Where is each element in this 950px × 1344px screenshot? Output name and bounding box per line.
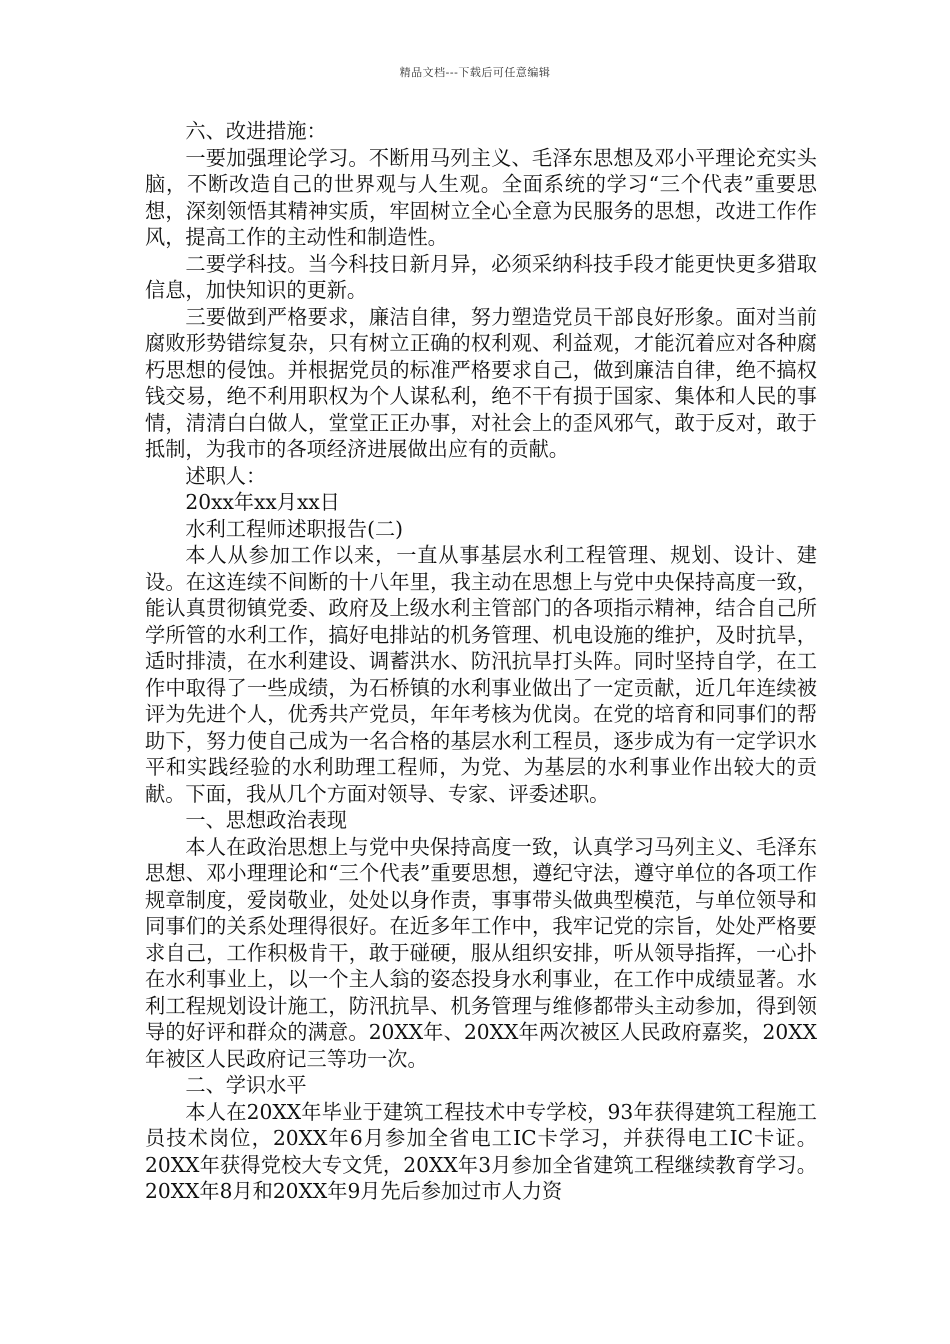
heading-improvement-measures: 六、改进措施： (185, 119, 327, 143)
paragraph-political-performance: 本人在政治思想上与党中央保持高度一致，认真学习马列主义、毛泽东思想、邓小理理论和“三个代表”重要思想，遵纪守法，遵守单位的各项工作规章制度，爱岗敬业，处处以身作责，事事带头做典型模范，与单位领导和同事们的关系处理得很好。在近多年工作中，我牢记党的宗旨，处处严格要求自己，工作积极肯干，敢于碰硬，服从组织安排，听从领导指挥，一心扑在水利事业上，以一个主人翁的姿态投身水利事业，在工作中成绩显著。水利工程规划设计施工，防汛抗旱、机务管理与维修都带头主动参加，得到领导的好评和群众的满意。20XX年、20XX年两次被区人民政府嘉奖，20XX年被区人民政府记三等功一次。 (145, 834, 817, 1071)
paragraph-theory-study: 一要加强理论学习。不断用马列主义、毛泽东思想及邓小平理论充实头脑，不断改造自己的世界观与人生观。全面系统的学习“三个代表”重要思想，深刻领悟其精神实质，牢固树立全心全意为民服务的思想，改进工作作风，提高工作的主动性和制造性。 (145, 145, 817, 249)
signature-label: 述职人： (185, 463, 267, 488)
paragraph-academic-level: 本人在20XX年毕业于建筑工程技术中专学校，93年获得建筑工程施工员技术岗位，20XX年6月参加全省电工IC卡学习，并获得电工IC卡证。20XX年获得党校大专文凭，20XX年3月参加全省建筑工程继续教育学习。20XX年8月和20XX年9月先后参加过市人力资 (145, 1099, 817, 1203)
page-header: 精品文档---下载后可任意编辑 (399, 66, 551, 79)
paragraph-strict-requirements: 三要做到严格要求，廉洁自律，努力塑造党员干部良好形象。面对当前腐败形势错综复杂，只有树立正确的权利观、利益观，才能沉着应对各种腐朽思想的侵蚀。并根据党员的标准严格要求自己，做到廉洁自律，绝不搞权钱交易，绝不利用职权为个人谋私利，绝不干有损于国家、集体和人民的事情，清清白白做人，堂堂正正办事，对社会上的歪风邪气，敢于反对，敢于抵制，为我市的各项经济进展做出应有的贡献。 (145, 304, 817, 461)
report-date: 20xx年xx月xx日 (185, 490, 340, 514)
document-body (145, 118, 817, 1205)
heading-academic-level: 二、学识水平 (185, 1073, 307, 1097)
heading-political-performance: 一、思想政治表现 (185, 808, 347, 832)
report-title: 水利工程师述职报告(二) (185, 516, 404, 541)
paragraph-science-technology: 二要学科技。当今科技日新月异，必须采纳科技手段才能更快更多猎取信息，加快知识的更新。 (145, 251, 817, 302)
paragraph-introduction: 本人从参加工作以来，一直从事基层水利工程管理、规划、设计、建设。在这连续不间断的十八年里，我主动在思想上与党中央保持高度一致，能认真贯彻镇党委、政府及上级水利主管部门的各项指示精神，结合自己所学所管的水利工作，搞好电排站的机务管理、机电设施的维护，及时抗旱，适时排渍，在水利建设、调蓄洪水、防汛抗旱打头阵。同时坚持自学，在工作中取得了一些成绩，为石桥镇的水利事业做出了一定贡献，近几年连续被评为先进个人，优秀共产党员，年年考核为优岗。在党的培育和同事们的帮助下，努力使自己成为一名合格的基层水利工程员，逐步成为有一定学识水平和实践经验的水利助理工程师，为党、为基层的水利事业作出较大的贡献。下面，我从几个方面对领导、专家、评委述职。 (145, 543, 817, 806)
